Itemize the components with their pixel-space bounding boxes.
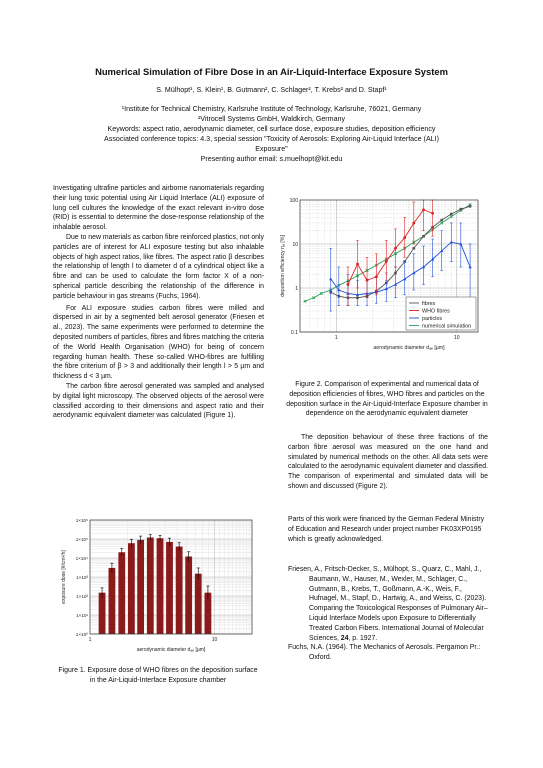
series-line — [348, 210, 433, 285]
x-tick-label: 1 — [88, 637, 92, 643]
authors: S. Mülhopt¹, S. Klein¹, B. Gutmann², C. Schlager², T. Krebs² and D. Stapf¹ — [156, 86, 387, 94]
legend-label: particles — [422, 316, 443, 322]
figure-1-caption: Figure 1. Exposure dose of WHO fibres on the deposition surface in the Air-Liquid-Interface Exposure chamber — [58, 667, 258, 684]
data-point — [450, 240, 453, 243]
data-point — [403, 236, 406, 239]
affiliation-2: ²Vitrocell Systems GmbH, Waldkirch, Germany — [197, 115, 346, 123]
data-point — [347, 283, 350, 286]
bar — [185, 556, 192, 634]
paragraph: The deposition behaviour of these three fractions of the carbon fibre aerosol was measured on the one hand and simulated by numerical methods on the other. All data sets were calculated to the aerodynamic equivalent diameter and classified. The comparison of experimental and simulated data will be shown and discussed (Figure 2). — [288, 434, 488, 490]
acknowledgement — [288, 515, 488, 544]
series-line — [331, 206, 470, 297]
x-axis-label: aerodynamic diameter dₐₑ [µm] — [373, 345, 445, 351]
reference-text: , p. 1927. — [348, 634, 378, 642]
bar — [109, 568, 116, 634]
data-point — [469, 205, 472, 208]
paragraph: The carbon fibre aerosol generated was sampled and analysed by digital light microscopy. The observed objects of the aerosol were classified according to their dimensions and aspect ratio and their aerodynamic equivalent diameter was calculated (Figure 1). — [53, 382, 264, 420]
data-point — [422, 235, 425, 238]
reference-volume: 24 — [340, 634, 349, 642]
data-point — [431, 212, 434, 215]
data-point — [394, 247, 397, 250]
paragraph: Investigating ultrafine particles and airborne nanomaterials regarding their lung toxic potential using Air Liquid Interface (ALI) exposure of lung cell cultures the knowledge of the exact relevant in-vitro dose (RID) is essential to determine the dose-response relationship of the inhalable aerosol. — [53, 185, 264, 232]
bar — [157, 538, 164, 634]
data-point — [413, 247, 416, 250]
reference-item — [288, 565, 488, 643]
bar — [147, 537, 154, 634]
data-point — [375, 275, 378, 278]
x-axis-label: aerodynamic diameter dₐₑ [µm] — [136, 647, 206, 653]
bar — [128, 543, 135, 634]
paragraph: Due to new materials as carbon fibre reinforced plastics, not only particles are of interest for ALI exposure testing but also inhalable objects of high aspect ratios, like fibres. The aspect ratio β describes the relationship of length l to diameter d of a cylindrical object like a fibre and can be used to calculate the form factor Χ of a non-spherical particle describing the relationship of the difference in particle behaviour in gas streams (Fuchs, 1964). — [53, 233, 264, 300]
series-line — [331, 242, 470, 295]
paragraph: Parts of this work were financed by the German Federal Ministry of Education and Research under project number FK03XP0195 which is greatly acknowledged. — [288, 516, 485, 543]
y-tick-label: 1×10⁴ — [75, 556, 88, 561]
x-tick-label: 1 — [334, 335, 338, 341]
y-tick-label: 10 — [292, 242, 298, 248]
right-column — [288, 433, 488, 492]
data-point — [460, 208, 463, 211]
data-point — [412, 222, 415, 225]
bar — [137, 540, 144, 634]
left-column — [53, 184, 264, 421]
data-point — [450, 213, 453, 216]
affiliation-1: ¹Institute for Technical Chemistry, Karlsruhe Institute of Technology, Karlsruhe, 76021, Germany — [121, 105, 422, 113]
bar — [195, 574, 202, 634]
y-tick-label: 1×10² — [76, 594, 88, 599]
legend-label: WHO fibres — [422, 308, 450, 315]
bar — [176, 547, 183, 634]
y-tick-label: 1×10⁰ — [75, 632, 88, 637]
y-axis-label: deposition efficiency ηₐ [%] — [280, 235, 286, 297]
data-point — [329, 277, 332, 280]
data-point — [422, 208, 425, 211]
y-tick-label: 1×10¹ — [76, 613, 88, 618]
bar — [166, 542, 173, 634]
x-tick-label: 10 — [211, 637, 218, 643]
figure-2-deposition-efficiency-chart — [278, 190, 484, 370]
conference-topics: Associated conference topics: 4.3, special session "Toxicity of Aerosols: Exploring Air-Liquid Interface (ALI) — [104, 135, 439, 143]
data-point — [366, 279, 369, 282]
figure-1-exposure-dose-chart — [58, 516, 258, 656]
author-email: Presenting author email: s.muelhopt@kit.edu — [200, 155, 343, 163]
data-point — [469, 265, 472, 268]
x-tick-label: 10 — [453, 335, 460, 341]
legend-label: numerical simulation — [422, 323, 472, 330]
bar — [118, 552, 125, 634]
data-point — [440, 219, 443, 222]
data-point — [356, 263, 359, 266]
y-tick-label: 1×10³ — [76, 575, 88, 580]
bar — [99, 593, 106, 634]
references — [288, 565, 488, 663]
y-tick-label: 1 — [295, 286, 298, 292]
y-tick-label: 100 — [289, 198, 298, 204]
conference-topics-cont: Exposure" — [255, 145, 288, 153]
y-axis-label: exposure dose [#/cm²/h] — [61, 550, 67, 604]
keywords: Keywords: aspect ratio, aerodynamic diameter, cell surface dose, exposure studies, deposition efficiency — [107, 125, 436, 133]
figure-2-caption: Figure 2. Comparison of experimental and numerical data of deposition efficiencies of fibres, WHO fibres and particles on the deposition surface in the Air-Liquid-Interface Exposure chamber in dependence on the aerodynamic equivalent diameter — [286, 381, 488, 418]
y-tick-label: 1×10⁵ — [75, 537, 88, 542]
legend-label: fibres — [422, 301, 436, 307]
reference-item: Fuchs, N.A. (1964). The Mechanics of Aerosols. Pergamon Pr.: Oxford. — [288, 644, 481, 662]
y-tick-label: 0.1 — [291, 330, 298, 336]
reference-text: Friesen, A., Fritsch-Decker, S., Mülhopt, S., Quarz, C., Mahl, J., Baumann, W., Hauser, M., Wexler, M., Schlager, C., Gutmann, B., Krebs, T., Goßmann, A.-K., Weis, F., Hufnagel, M., Stapf, D., Hartwig, A., and Weiss, C. (2023). Comparing the Toxicological Responses of Pulmonary Air–Liquid Interface Models upon Exposure to Differentially Treated Carbon Fibers. International Journal of Molecular Sciences, — [288, 566, 488, 642]
data-point — [385, 260, 388, 263]
paragraph: For ALI exposure studies carbon fibres were milled and dispersed in air by a segmented belt aerosol generator (Friesen et al., 2023). The same experiments were performed to determine the deposited numbers of particles, fibres and fibres matching the criteria of the World Health Organisation (WHO) for being of concern regarding human health. These so-called WHO-fibres are fulfilling the fibre criterium of β > 3 and additionally their length l > 5 µm and thickness d < 3 µm. — [53, 304, 264, 381]
paper-title: Numerical Simulation of Fibre Dose in an Air-Liquid-Interface Exposure System — [95, 66, 448, 77]
y-tick-label: 1×10⁶ — [75, 518, 88, 523]
